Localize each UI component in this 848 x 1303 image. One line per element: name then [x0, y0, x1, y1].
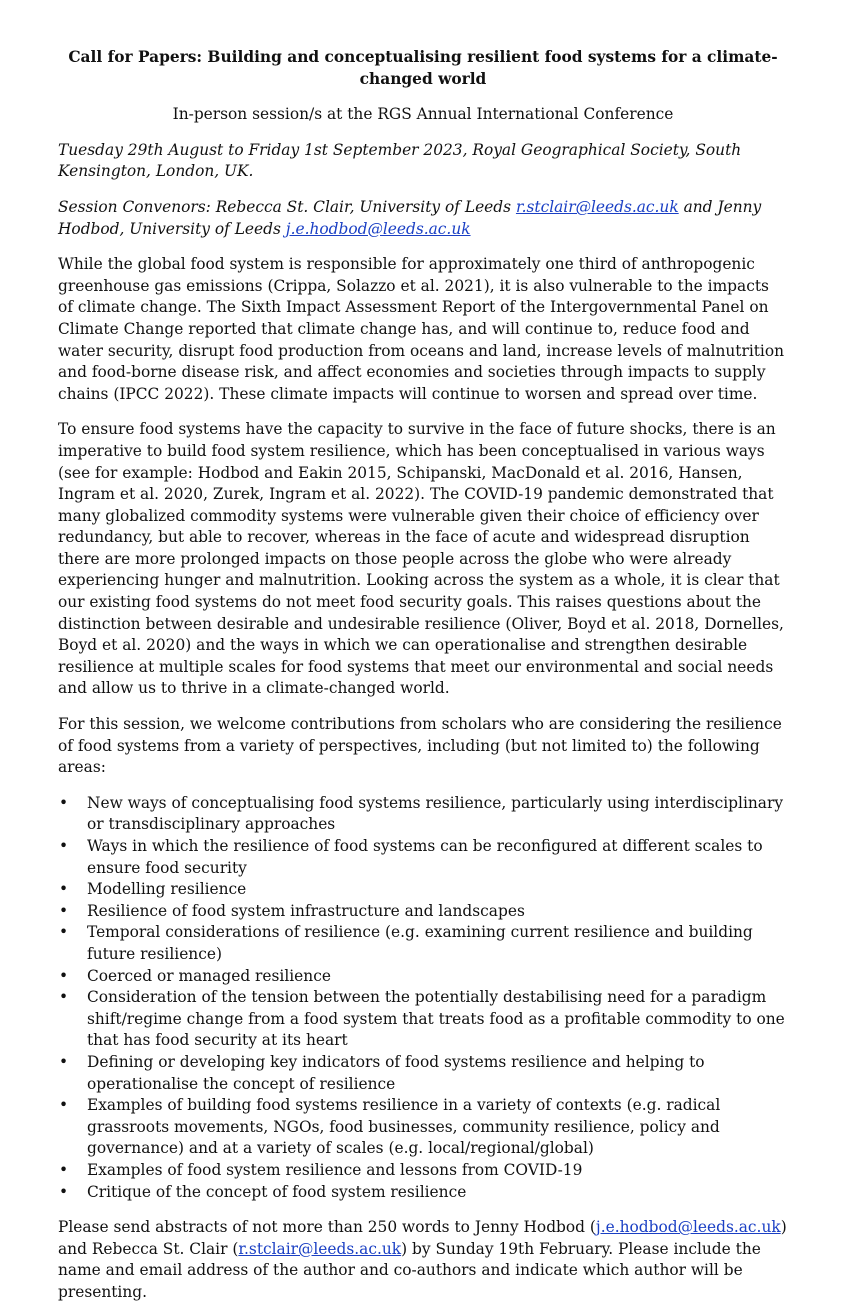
- list-item: • Temporal considerations of resilience (e.g. examining current resilience and building future resilience): [58, 922, 788, 965]
- topic-areas-list: [58, 793, 788, 1203]
- conference-dates: Tuesday 29th August to Friday 1st September 2023, Royal Geographical Society, South Kensington, London, UK.: [58, 140, 742, 181]
- session-convenors: [58, 197, 788, 240]
- email-link-stclair[interactable]: r.stclair@leeds.ac.uk: [515, 197, 679, 216]
- submission-instructions: [58, 1217, 788, 1303]
- list-item: • Modelling resilience: [58, 879, 788, 901]
- list-item: • New ways of conceptualising food systems resilience, particularly using interdisciplinary or transdisciplinary approaches: [58, 793, 788, 836]
- paragraph-resilience: To ensure food systems have the capacity to survive in the face of future shocks, there is an imperative to build food system resilience, which has been conceptualised in various ways (see for example: Hodbod and Eakin 2015, Schipanski, MacDonald et al. 2016, Hansen, Ingram et al. 2020, Zurek, Ingram et al. 2022). The COVID-19 pandemic demonstrated that many globalized commodity systems were vulnerable given their choice of efficiency over redundancy, but able to recover, whereas in the face of acute and widespread disruption there are more prolonged impacts on those people across the globe who were already experiencing hunger and malnutrition. Looking across the system as a whole, it is clear that our existing food systems do not meet food security goals. This raises questions about the distinction between desirable and undesirable resilience (Oliver, Boyd et al. 2018, Dornelles, Boyd et al. 2020) and the ways in which we can operationalise and strengthen desirable resilience at multiple scales for food systems that meet our environmental and social needs and allow us to thrive in a climate-changed world.: [58, 420, 784, 698]
- email-link-hodbod-closing[interactable]: j.e.hodbod@leeds.ac.uk: [595, 1218, 781, 1237]
- convenors-prefix: Session Convenors: Rebecca St. Clair, University of Leeds: [58, 197, 516, 216]
- list-item: • Resilience of food system infrastructure and landscapes: [58, 901, 788, 923]
- list-item: • Consideration of the tension between the potentially destabilising need for a paradigm shift/regime change from a food system that treats food as a profitable commodity to one that has food security at its heart: [58, 987, 788, 1052]
- list-item: • Examples of food system resilience and lessons from COVID-19: [58, 1160, 788, 1182]
- list-item: • Examples of building food systems resilience in a variety of contexts (e.g. radical grassroots movements, NGOs, food businesses, community resilience, policy and governance) and at a variety of scales (e.g. local/regional/global): [58, 1095, 788, 1160]
- paragraph-session-intro: For this session, we welcome contributions from scholars who are considering the resilience of food systems from a variety of perspectives, including (but not limited to) the following areas:: [58, 715, 782, 777]
- list-item: • Ways in which the resilience of food systems can be reconfigured at different scales to ensure food security: [58, 836, 788, 879]
- paragraph-climate-impacts: While the global food system is responsible for approximately one third of anthropogenic greenhouse gas emissions (Crippa, Solazzo et al. 2021), it is also vulnerable to the impacts of climate change. The Sixth Impact Assessment Report of the Intergovernmental Panel on Climate Change reported that climate change has, and will continue to, reduce food and water security, disrupt food production from oceans and land, increase levels of malnutrition and food-borne disease risk, and affect economies and societies through impacts to supply chains (IPCC 2022). These climate impacts will continue to worsen and spread over time.: [58, 255, 785, 403]
- closing-part-1: Please send abstracts of not more than 250 words to Jenny Hodbod (: [58, 1218, 596, 1237]
- list-item: • Defining or developing key indicators of food systems resilience and helping to operationalise the concept of resilience: [58, 1052, 788, 1095]
- email-link-hodbod[interactable]: j.e.hodbod@leeds.ac.uk: [285, 219, 471, 238]
- session-subtitle: In-person session/s at the RGS Annual International Conference: [172, 105, 674, 124]
- list-item: • Coerced or managed resilience: [58, 966, 788, 988]
- convenors-middle: and Jenny Hodbod, University of Leeds: [58, 197, 762, 238]
- list-item: • Critique of the concept of food system resilience: [58, 1182, 788, 1204]
- closing-part-3: ) by Sunday 19th February. Please include the name and email address of the author and co-authors and indicate which author will be presenting.: [58, 1239, 761, 1301]
- email-link-stclair-closing[interactable]: r.stclair@leeds.ac.uk: [238, 1239, 402, 1258]
- closing-part-2: ) and Rebecca St. Clair (: [58, 1218, 787, 1258]
- page-title: Call for Papers: Building and conceptualising resilient food systems for a climate-changed world: [68, 48, 778, 88]
